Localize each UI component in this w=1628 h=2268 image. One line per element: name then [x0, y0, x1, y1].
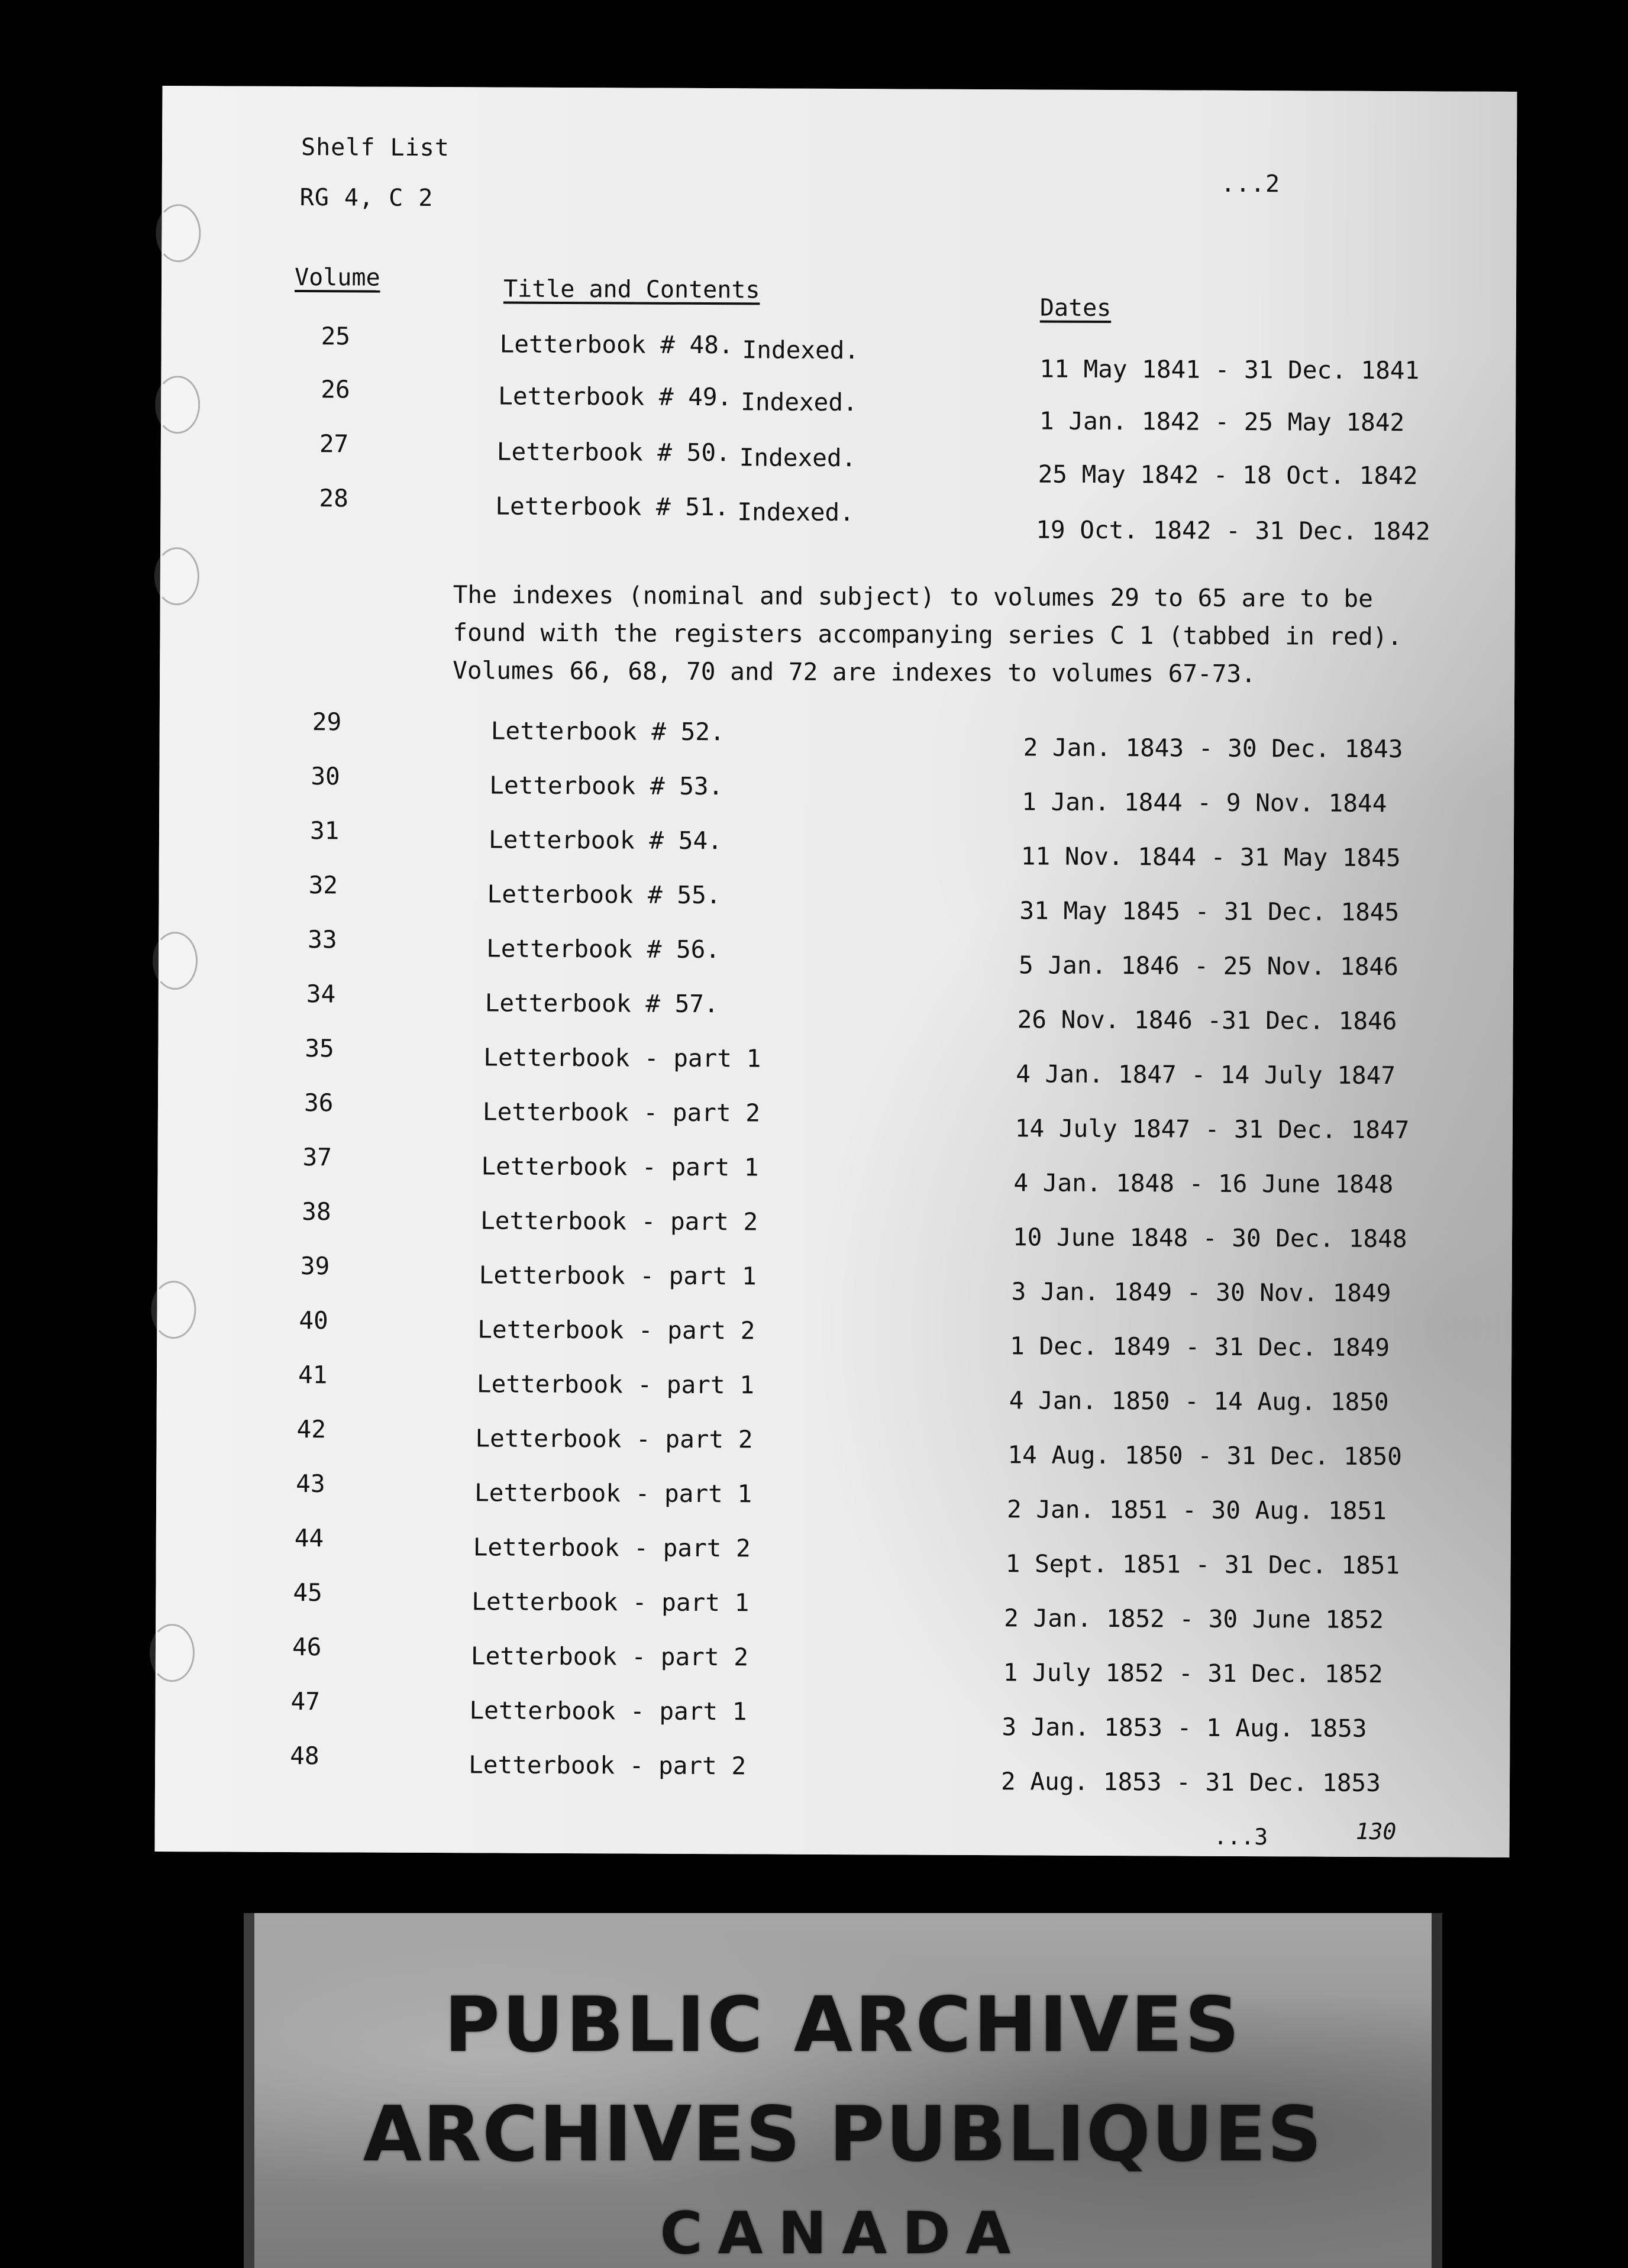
- table-row: [158, 1033, 1513, 1090]
- volume-number: 37: [302, 1143, 332, 1172]
- entry-title: Letterbook # 50.: [496, 437, 731, 467]
- entry-title: Letterbook # 52.: [490, 716, 725, 747]
- entry-dates: 1 Dec. 1849 - 31 Dec. 1849: [1010, 1332, 1390, 1362]
- table-row: [156, 1578, 1510, 1634]
- archives-stamp: [244, 1913, 1442, 2268]
- volume-number: 25: [321, 322, 351, 351]
- index-note: [453, 576, 1403, 693]
- stamp-line-country: CANADA: [660, 2200, 1026, 2267]
- entry-dates: 1 Jan. 1844 - 9 Nov. 1844: [1022, 787, 1387, 818]
- entry-title: Letterbook - part 1: [476, 1369, 755, 1400]
- volume-number: 40: [299, 1306, 328, 1335]
- entry-dates: 1 July 1852 - 31 Dec. 1852: [1003, 1658, 1383, 1689]
- note-line: found with the registers accompanying series C 1 (tabbed in red).: [453, 618, 1403, 651]
- volume-number: 28: [319, 484, 348, 513]
- table-row: [157, 1251, 1512, 1308]
- entry-dates: 31 May 1845 - 31 Dec. 1845: [1019, 896, 1400, 927]
- table-row: [159, 925, 1513, 981]
- next-page-marker: ...3: [1213, 1823, 1268, 1850]
- table-row: [161, 429, 1516, 490]
- stamp-line-french: ARCHIVES PUBLIQUES: [363, 2091, 1323, 2179]
- entry-title: Letterbook - part 1: [471, 1587, 750, 1617]
- entry-title: Letterbook - part 2: [482, 1097, 761, 1127]
- dates-column-header: Dates: [1039, 294, 1112, 322]
- volume-number: 35: [305, 1034, 334, 1063]
- volume-number: 48: [290, 1741, 319, 1771]
- volume-number: 34: [306, 980, 336, 1009]
- entry-title: Letterbook - part 2: [473, 1533, 751, 1563]
- entry-title: Letterbook # 54.: [488, 825, 723, 855]
- entry-title: Letterbook - part 2: [477, 1315, 755, 1345]
- entry-dates: 1 Sept. 1851 - 31 Dec. 1851: [1005, 1549, 1400, 1580]
- table-row: [160, 483, 1515, 546]
- table-row: [159, 870, 1513, 927]
- entry-title: Letterbook - part 2: [470, 1642, 749, 1672]
- volume-number: 44: [294, 1524, 324, 1553]
- indexed-note: Indexed.: [739, 443, 857, 473]
- volume-number: 45: [293, 1578, 322, 1607]
- indexed-note: Indexed.: [741, 387, 858, 417]
- table-row: [157, 1306, 1511, 1362]
- entry-dates: 11 May 1841 - 31 Dec. 1841: [1039, 354, 1420, 385]
- entry-dates: 1 Jan. 1842 - 25 May 1842: [1039, 406, 1405, 437]
- entry-dates: 19 Oct. 1842 - 31 Dec. 1842: [1036, 515, 1430, 546]
- entry-title: Letterbook # 56.: [486, 934, 721, 964]
- entry-title: Letterbook # 49.: [498, 382, 732, 412]
- table-row: [161, 374, 1516, 437]
- entry-dates: 14 Aug. 1850 - 31 Dec. 1850: [1007, 1440, 1403, 1471]
- table-row: [156, 1469, 1511, 1526]
- shelf-list-sheet: [154, 86, 1517, 1857]
- table-row: [159, 816, 1514, 873]
- note-line: The indexes (nominal and subject) to volumes 29 to 65 are to be: [453, 580, 1373, 613]
- table-row: [155, 1687, 1510, 1743]
- entry-title: Letterbook - part 2: [480, 1206, 758, 1236]
- entry-dates: 2 Aug. 1853 - 31 Dec. 1853: [1000, 1767, 1381, 1798]
- table-row: [158, 1088, 1513, 1145]
- stamp-line-english: PUBLIC ARCHIVES: [444, 1981, 1242, 2069]
- entry-dates: 5 Jan. 1846 - 25 Nov. 1846: [1018, 951, 1398, 981]
- volume-number: 26: [321, 375, 350, 404]
- volume-number: 29: [312, 707, 342, 736]
- table-row: [160, 707, 1514, 764]
- entry-dates: 4 Jan. 1850 - 14 Aug. 1850: [1009, 1386, 1389, 1417]
- volume-number: 41: [298, 1361, 328, 1390]
- entry-title: Letterbook - part 1: [474, 1478, 752, 1508]
- volume-number: 32: [308, 871, 338, 900]
- volume-number: 42: [296, 1415, 327, 1444]
- page-marker: ...2: [1220, 170, 1281, 198]
- entry-dates: 2 Jan. 1851 - 30 Aug. 1851: [1006, 1495, 1387, 1526]
- table-row: [156, 1632, 1510, 1689]
- entry-title: Letterbook - part 1: [469, 1696, 747, 1726]
- folio-number: 130: [1355, 1818, 1397, 1845]
- table-row: [155, 1741, 1510, 1798]
- indexed-note: Indexed.: [737, 497, 854, 527]
- table-row: [159, 979, 1513, 1036]
- entry-dates: 2 Jan. 1852 - 30 June 1852: [1004, 1604, 1384, 1634]
- entry-title: Letterbook - part 1: [479, 1261, 757, 1291]
- volume-number: 39: [300, 1252, 330, 1281]
- volume-number: 38: [302, 1197, 331, 1226]
- table-row: [156, 1414, 1511, 1471]
- volume-number: 46: [292, 1633, 322, 1662]
- note-line: Volumes 66, 68, 70 and 72 are indexes to volumes 67-73.: [453, 656, 1256, 689]
- entry-dates: 3 Jan. 1849 - 30 Nov. 1849: [1011, 1277, 1391, 1308]
- table-row: [157, 1142, 1512, 1199]
- entry-dates: 3 Jan. 1853 - 1 Aug. 1853: [1002, 1713, 1367, 1743]
- volume-number: 43: [296, 1469, 325, 1498]
- entry-title: Letterbook # 57.: [484, 988, 719, 1019]
- record-group-reference: RG 4, C 2: [299, 184, 434, 212]
- entry-title: Letterbook - part 2: [475, 1424, 753, 1454]
- entry-title: Letterbook # 55.: [487, 880, 721, 910]
- entry-dates: 11 Nov. 1844 - 31 May 1845: [1020, 842, 1401, 873]
- title-column-header: Title and Contents: [503, 275, 760, 304]
- entry-dates: 4 Jan. 1847 - 14 July 1847: [1016, 1059, 1396, 1090]
- table-row: [157, 1197, 1512, 1253]
- entry-dates: 25 May 1842 - 18 Oct. 1842: [1038, 460, 1418, 490]
- table-row: [157, 1360, 1511, 1417]
- entry-title: Letterbook # 48.: [499, 329, 734, 360]
- volume-number: 33: [308, 925, 337, 954]
- volume-number: 36: [303, 1088, 334, 1117]
- entry-dates: 14 July 1847 - 31 Dec. 1847: [1015, 1114, 1410, 1145]
- volume-column-header: Volume: [295, 263, 380, 292]
- table-row: [156, 1523, 1511, 1580]
- entry-dates: 2 Jan. 1843 - 30 Dec. 1843: [1023, 733, 1403, 764]
- volume-number: 27: [319, 429, 349, 458]
- indexed-note: Indexed.: [742, 335, 860, 365]
- entry-dates: 26 Nov. 1846 -31 Dec. 1846: [1017, 1005, 1397, 1036]
- table-row: [161, 321, 1516, 385]
- entry-dates: 4 Jan. 1848 - 16 June 1848: [1013, 1168, 1394, 1199]
- entry-title: Letterbook - part 1: [481, 1152, 759, 1182]
- entry-title: Letterbook - part 2: [469, 1750, 747, 1781]
- entry-title: Letterbook # 51.: [495, 492, 729, 522]
- entry-title: Letterbook - part 1: [483, 1043, 761, 1073]
- punch-hole: [156, 204, 201, 262]
- entry-dates: 10 June 1848 - 30 Dec. 1848: [1012, 1223, 1407, 1253]
- volume-number: 31: [309, 816, 340, 845]
- document-title: Shelf List: [301, 134, 450, 162]
- punch-hole: [154, 547, 199, 605]
- volume-number: 30: [311, 762, 340, 791]
- entry-title: Letterbook # 53.: [489, 771, 723, 801]
- table-row: [159, 761, 1514, 818]
- volume-number: 47: [290, 1687, 321, 1716]
